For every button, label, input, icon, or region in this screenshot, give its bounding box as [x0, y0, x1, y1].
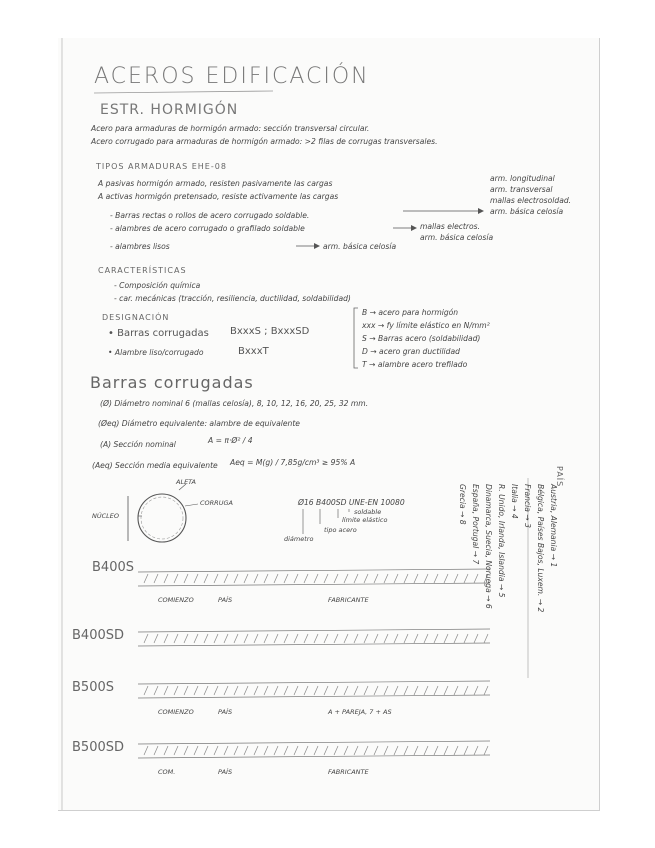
rebar-rib: [364, 574, 368, 583]
diagram-corruga: CORRUGA: [200, 499, 233, 507]
rebar-rib: [414, 686, 418, 695]
rebar-rib: [444, 574, 448, 583]
rebar-rib: [334, 574, 338, 583]
rebar-segment-label: A + PAREJA, 7 + AS: [328, 708, 392, 716]
rebar-rib: [234, 574, 238, 583]
rebar-rib: [474, 746, 478, 755]
tipos-b1: - Barras rectas o rollos de acero corrugado soldable.: [110, 211, 310, 220]
rebar-rib: [144, 634, 148, 643]
rebar-rib: [434, 574, 438, 583]
rebar-segment-label: COMIENZO: [158, 708, 194, 716]
rebar-edge-line: [138, 583, 490, 586]
corruga-pointer: [185, 504, 198, 506]
bar-section-circle: [138, 494, 186, 542]
caracteristicas-c1: - Composición química: [114, 281, 201, 290]
rebar-rib: [444, 686, 448, 695]
rebar-rib: [484, 634, 488, 643]
lisos-arrow-head: [314, 243, 320, 249]
rebar-rib: [254, 574, 258, 583]
rebar-rib: [314, 634, 318, 643]
diagram-tipo: tipo acero: [324, 526, 357, 534]
rebar-rib: [294, 746, 298, 755]
rebar-rib: [404, 574, 408, 583]
rebar-rib: [454, 634, 458, 643]
rebar-rib: [164, 686, 168, 695]
rebar-rib: [404, 686, 408, 695]
diagram-aleta: ALETA: [176, 478, 196, 486]
rebar-rib: [274, 574, 278, 583]
rebar-rib: [384, 686, 388, 695]
caracteristicas-heading: CARACTERÍSTICAS: [98, 266, 187, 275]
rebar-rib: [234, 686, 238, 695]
rebar-rib: [444, 634, 448, 643]
designacion-barras-code: BxxxS ; BxxxSD: [230, 326, 310, 337]
rebar-rib: [344, 574, 348, 583]
pais-item: España, Portugal → 7: [471, 484, 480, 565]
rebar-rib: [304, 746, 308, 755]
rebar-rib: [204, 574, 208, 583]
tipos-right4: arm. básica celosía: [490, 207, 564, 216]
rebar-rib: [354, 634, 358, 643]
rebar-rib: [294, 574, 298, 583]
rebar-segment-label: PAÍS: [218, 596, 233, 604]
rebar-rib: [484, 746, 488, 755]
rebar-segment-label: PAÍS: [218, 708, 233, 716]
designacion-barras-label: • Barras corrugadas: [108, 328, 209, 339]
mallas-arrow-head: [411, 225, 417, 231]
rebar-rib: [174, 686, 178, 695]
tipos-a-activas: A activas hormigón pretensado, resiste activamente las cargas: [98, 192, 339, 201]
rebar-rib: [194, 574, 198, 583]
rebar-rib: [254, 634, 258, 643]
designacion-r1: B → acero para hormigón: [362, 308, 459, 317]
rebar-rib: [394, 746, 398, 755]
rebar-rib: [434, 686, 438, 695]
section-heading-estr: ESTR. HORMIGÓN: [100, 102, 239, 118]
tipos-b3-right: arm. básica celosía: [323, 242, 397, 251]
rebar-rib: [234, 746, 238, 755]
rebar-rib: [324, 634, 328, 643]
rebar-rib: [184, 746, 188, 755]
caracteristicas-c2: - car. mecánicas (tracción, resiliencia, ductilidad, soldabilidad): [114, 294, 351, 303]
rebar-rib: [394, 574, 398, 583]
rebar-rib: [264, 634, 268, 643]
rebar-rib: [354, 574, 358, 583]
rebar-edge-line: [138, 695, 490, 698]
rebar-rib: [294, 634, 298, 643]
rebar-rib: [174, 746, 178, 755]
tipos-b2-right1: mallas electros.: [420, 222, 481, 231]
barras-l3-label: (A) Sección nominal: [100, 440, 176, 449]
pais-item: Italia → 4: [510, 484, 519, 519]
rebar-rib: [244, 686, 248, 695]
rebar-rib: [404, 634, 408, 643]
rebar-rib: [364, 686, 368, 695]
rebar-rib: [384, 634, 388, 643]
paises-heading: PAÍS: [555, 466, 564, 488]
rebar-rib: [204, 746, 208, 755]
rebar-edge-line: [138, 681, 490, 684]
title-underline: [94, 91, 273, 93]
page-title: ACEROS EDIFICACIÓN: [94, 64, 370, 89]
pais-item: R. Unido, Irlanda, Islandia → 5: [497, 484, 506, 598]
designacion-r5: T → alambre acero trefilado: [362, 360, 468, 369]
rebar-rib: [274, 686, 278, 695]
rebar-rib: [214, 746, 218, 755]
designacion-r2: xxx → fy límite elástico en N/mm²: [362, 321, 490, 330]
rebar-rib: [344, 746, 348, 755]
rebar-rib: [274, 634, 278, 643]
designacion-alambre-label: • Alambre liso/corrugado: [108, 348, 204, 357]
rebar-rib: [474, 574, 478, 583]
rebar-rib: [454, 574, 458, 583]
pais-item: Grecia → 8: [458, 484, 467, 525]
section1-line1: Acero para armaduras de hormigón armado: sección transversal circular.: [91, 124, 370, 133]
rebar-rib: [314, 686, 318, 695]
rebar-rib: [324, 574, 328, 583]
rebar-rib: [414, 746, 418, 755]
rebar-rib: [284, 746, 288, 755]
rebar-rib: [444, 746, 448, 755]
designacion-r3: S → Barras acero (soldabilidad): [362, 334, 481, 343]
rebar-rib: [314, 574, 318, 583]
rebar-edge-line: [138, 755, 490, 758]
tipos-a-pasivas: A pasivas hormigón armado, resisten pasivamente las cargas: [98, 179, 333, 188]
rebar-rib: [354, 686, 358, 695]
rebar-rib: [204, 634, 208, 643]
rebar-rib: [334, 634, 338, 643]
barras-l4-formula: Aeq = M(g) / 7,85g/cm³ ≥ 95% A: [230, 458, 356, 467]
rebar-edge-line: [138, 629, 490, 632]
rebar-name: B500SD: [72, 740, 124, 755]
rebar-rib: [194, 746, 198, 755]
rebar-rib: [304, 634, 308, 643]
rebar-rib: [154, 746, 158, 755]
rebar-rib: [284, 686, 288, 695]
rebar-rib: [244, 634, 248, 643]
rebar-rib: [184, 686, 188, 695]
rebar-rib: [234, 634, 238, 643]
rebar-rib: [484, 686, 488, 695]
rebar-rib: [214, 574, 218, 583]
rebar-rib: [214, 634, 218, 643]
rebar-rib: [364, 746, 368, 755]
barras-l2: (Øeq) Diámetro equivalente: alambre de equivalente: [98, 419, 300, 428]
rebar-edge-line: [138, 569, 490, 572]
rebar-segment-label: COMIENZO: [158, 596, 194, 604]
rebar-segment-label: FABRICANTE: [328, 768, 369, 776]
rebar-rib: [404, 746, 408, 755]
section1-line2: Acero corrugado para armaduras de hormigón armado: >2 filas de corrugas transversales.: [91, 137, 438, 146]
rebar-rib: [334, 746, 338, 755]
rebar-rib: [344, 686, 348, 695]
designacion-bracket: [354, 308, 358, 368]
diagram-limite: límite elástico: [342, 516, 388, 524]
rebar-segment-label: COM.: [158, 768, 176, 776]
rebar-segment-label: PAÍS: [218, 768, 233, 776]
designacion-r4: D → acero gran ductilidad: [362, 347, 460, 356]
rebar-rib: [324, 686, 328, 695]
tipos-right1: arm. longitudinal: [490, 174, 555, 183]
rebar-rib: [454, 686, 458, 695]
barras-l1: (Ø) Diámetro nominal 6 (mallas celosía), 8, 10, 12, 16, 20, 25, 32 mm.: [100, 399, 369, 408]
rebar-rib: [244, 746, 248, 755]
diagram-nucleo: NÚCLEO: [92, 512, 120, 520]
rebar-rib: [144, 746, 148, 755]
tipos-right2: arm. transversal: [490, 185, 553, 194]
rebar-rib: [374, 574, 378, 583]
rebar-rib: [184, 634, 188, 643]
rebar-rib: [274, 746, 278, 755]
tipos-b2: - alambres de acero corrugado o grafilado soldable: [110, 224, 305, 233]
rebar-rib: [224, 574, 228, 583]
rebar-rib: [374, 634, 378, 643]
rebar-rib: [374, 746, 378, 755]
rebar-rib: [154, 634, 158, 643]
pais-item: Francia → 3: [523, 484, 532, 528]
rebar-rib: [424, 686, 428, 695]
barras-l3-formula: A = π·Ø² / 4: [208, 436, 253, 445]
bar-core-circle: [141, 497, 183, 539]
pais-item: Bélgica, Países Bajos, Luxem. → 2: [536, 484, 545, 613]
diagram-diametro: diámetro: [284, 535, 314, 543]
rebar-rib: [434, 746, 438, 755]
rebar-rib: [244, 574, 248, 583]
rebar-rib: [394, 634, 398, 643]
rebar-rib: [214, 686, 218, 695]
rebar-rib: [334, 686, 338, 695]
rebar-rib: [434, 634, 438, 643]
rebar-rib: [264, 686, 268, 695]
tipos-heading: TIPOS ARMADURAS EHE-08: [96, 162, 227, 171]
rebar-rib: [384, 574, 388, 583]
rebar-rib: [304, 686, 308, 695]
barras-heading: Barras corrugadas: [90, 373, 254, 392]
rebar-rib: [384, 746, 388, 755]
rebar-rib: [304, 574, 308, 583]
rebar-rib: [474, 686, 478, 695]
rebar-name: B500S: [72, 680, 114, 695]
rebar-rib: [284, 634, 288, 643]
rebar-rib: [464, 746, 468, 755]
rebar-rib: [324, 746, 328, 755]
rebar-rib: [224, 634, 228, 643]
rebar-rib: [344, 634, 348, 643]
tipos-arrow-head: [478, 208, 484, 214]
pais-item: Dinamarca, Suecia, Noruega → 6: [484, 484, 493, 609]
rebar-rib: [174, 634, 178, 643]
rebar-rib: [464, 634, 468, 643]
rebar-rib: [314, 746, 318, 755]
rebar-rib: [194, 634, 198, 643]
rebar-rib: [394, 686, 398, 695]
rebar-name: B400S: [92, 560, 134, 575]
rebar-rib: [154, 574, 158, 583]
diagram-code: Ø16 B400SD UNE-EN 10080: [298, 498, 405, 507]
rebar-rib: [424, 574, 428, 583]
rebar-rib: [364, 634, 368, 643]
rebar-rib: [224, 686, 228, 695]
rebar-edge-line: [138, 643, 490, 646]
designacion-alambre-code: BxxxT: [238, 346, 269, 357]
rebar-rib: [284, 574, 288, 583]
rebar-rib: [204, 686, 208, 695]
rebar-rib: [464, 574, 468, 583]
rebar-rib: [254, 746, 258, 755]
barras-l4-label: (Aeq) Sección media equivalente: [92, 461, 218, 470]
rebar-rib: [424, 634, 428, 643]
rebar-rib: [174, 574, 178, 583]
rebar-rib: [264, 574, 268, 583]
rebar-edge-line: [138, 741, 490, 744]
notebook-page: [58, 38, 600, 811]
rebar-rib: [454, 746, 458, 755]
rebar-rib: [254, 686, 258, 695]
rebar-rib: [294, 686, 298, 695]
rebar-rib: [374, 686, 378, 695]
rebar-rib: [184, 574, 188, 583]
rebar-rib: [424, 746, 428, 755]
rebar-rib: [264, 746, 268, 755]
rebar-rib: [164, 574, 168, 583]
diagram-soldable: soldable: [354, 508, 382, 516]
rebar-rib: [164, 634, 168, 643]
tipos-b3: - alambres lisos: [110, 242, 170, 251]
rebar-rib: [474, 634, 478, 643]
rebar-segment-label: FABRICANTE: [328, 596, 369, 604]
rebar-rib: [414, 574, 418, 583]
rebar-rib: [144, 574, 148, 583]
tipos-right3: mallas electrosoldad.: [490, 196, 572, 205]
rebar-rib: [144, 686, 148, 695]
rebar-rib: [354, 746, 358, 755]
rebar-rib: [224, 746, 228, 755]
rebar-rib: [164, 746, 168, 755]
designacion-heading: DESIGNACIÓN: [102, 313, 170, 322]
rebar-name: B400SD: [72, 628, 124, 643]
tipos-b2-right2: arm. básica celosía: [420, 233, 494, 242]
rebar-rib: [154, 686, 158, 695]
rebar-rib: [414, 634, 418, 643]
pais-item: Austria, Alemania → 1: [549, 484, 558, 568]
rebar-rib: [194, 686, 198, 695]
rebar-rib: [464, 686, 468, 695]
